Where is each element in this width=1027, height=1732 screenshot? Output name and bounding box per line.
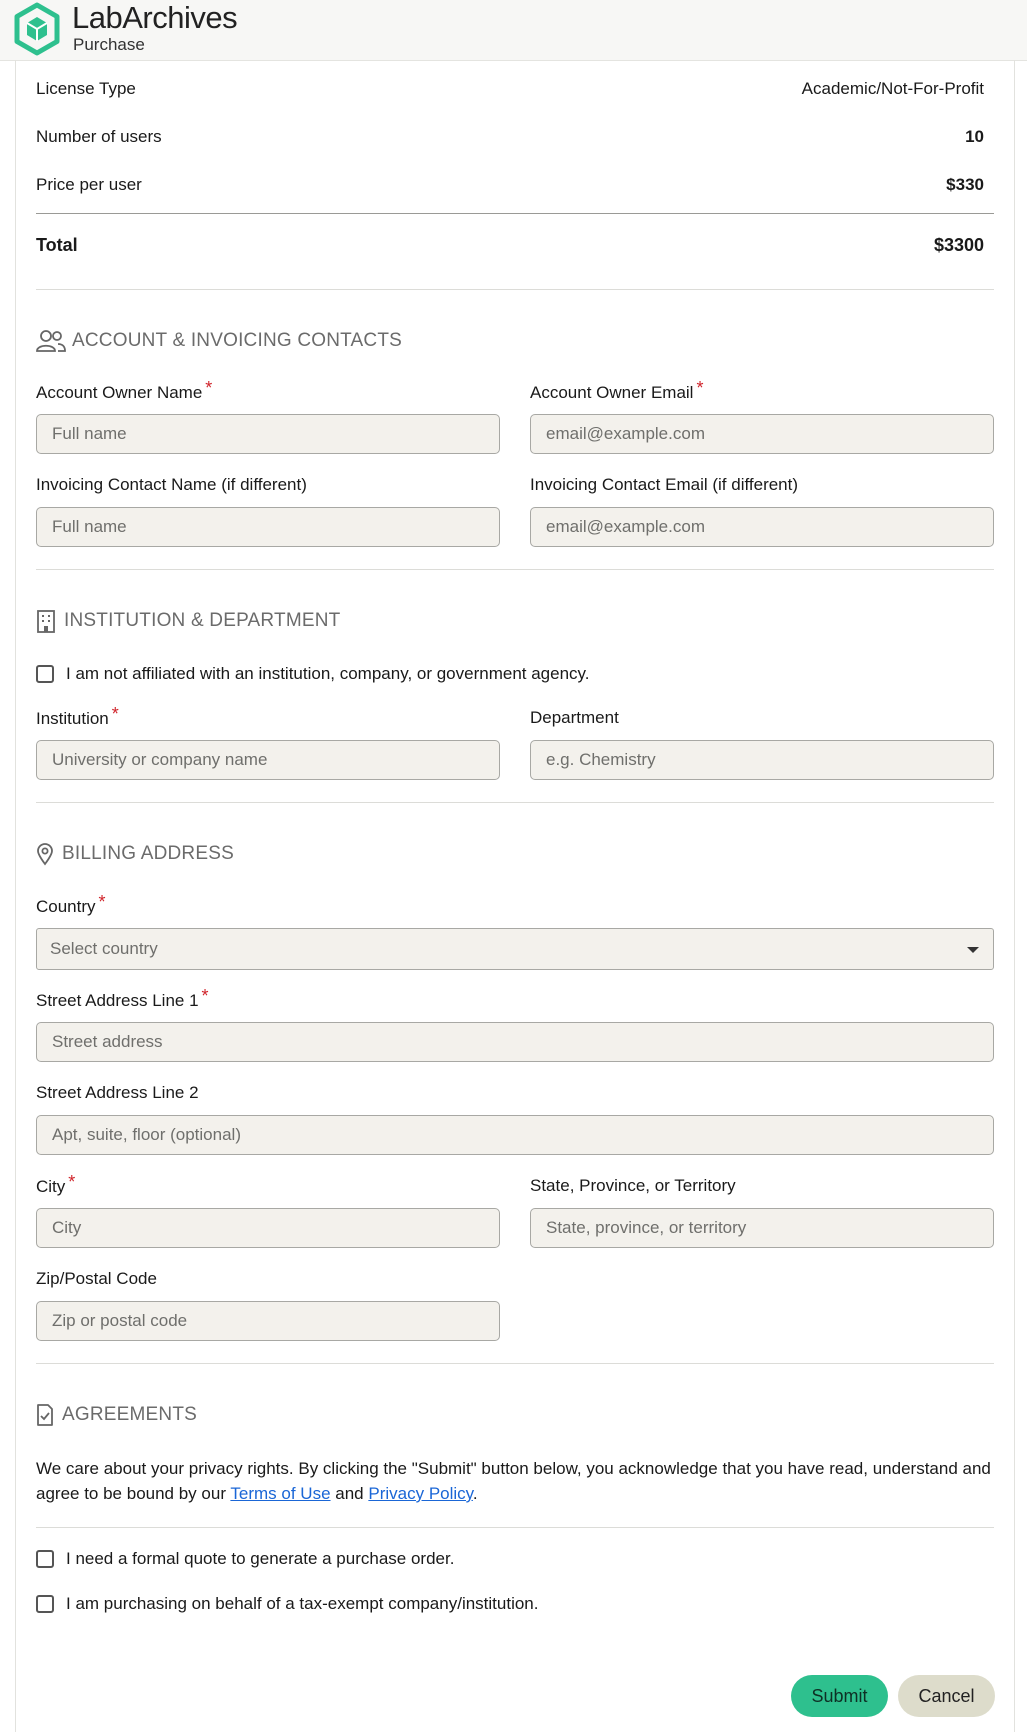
price-value: $330 bbox=[946, 175, 984, 194]
formal-quote-checkbox[interactable] bbox=[36, 1550, 54, 1568]
department-input[interactable] bbox=[530, 740, 994, 780]
section-divider bbox=[36, 802, 994, 803]
billing-section-title bbox=[36, 842, 234, 866]
chevron-down-icon bbox=[967, 947, 979, 953]
street2-label: Street Address Line 2 bbox=[36, 1083, 199, 1102]
cancel-button[interactable]: Cancel bbox=[898, 1675, 995, 1717]
not-affiliated-checkbox[interactable] bbox=[36, 665, 54, 683]
institution-label: Institution * bbox=[36, 704, 119, 728]
agreements-title: AGREEMENTS bbox=[62, 1404, 198, 1425]
state-label: State, Province, or Territory bbox=[530, 1176, 736, 1195]
country-select[interactable] bbox=[36, 928, 994, 970]
city-label: City * bbox=[36, 1172, 76, 1196]
street1-label: Street Address Line 1 * bbox=[36, 986, 209, 1010]
zip-label: Zip/Postal Code bbox=[36, 1269, 157, 1288]
total-label: Total bbox=[36, 235, 78, 255]
section-divider bbox=[36, 569, 994, 570]
license-type-value: Academic/Not-For-Profit bbox=[801, 79, 984, 98]
country-select-value: Select country bbox=[50, 939, 158, 958]
map-pin-icon bbox=[36, 842, 54, 866]
owner-name-label: Account Owner Name * bbox=[36, 378, 213, 402]
formal-quote-label: I need a formal quote to generate a purchase order. bbox=[66, 1549, 455, 1568]
contacts-section-title bbox=[36, 329, 402, 353]
tax-exempt-label: I am purchasing on behalf of a tax-exempt company/institution. bbox=[66, 1594, 539, 1613]
country-label: Country * bbox=[36, 892, 106, 916]
state-input[interactable] bbox=[530, 1208, 994, 1248]
institution-title: INSTITUTION & DEPARTMENT bbox=[64, 610, 341, 631]
section-divider bbox=[36, 1527, 994, 1528]
department-label: Department bbox=[530, 708, 619, 727]
city-input[interactable] bbox=[36, 1208, 500, 1248]
institution-section-title bbox=[36, 609, 340, 633]
invoice-email-input[interactable] bbox=[530, 507, 994, 547]
required-mark: * bbox=[68, 1172, 76, 1192]
street1-input[interactable] bbox=[36, 1022, 994, 1062]
app-header bbox=[0, 0, 1027, 61]
zip-input[interactable] bbox=[36, 1301, 500, 1341]
license-type-label: License Type bbox=[36, 79, 136, 98]
section-divider bbox=[36, 289, 994, 290]
invoice-email-label: Invoicing Contact Email (if different) bbox=[530, 475, 799, 494]
summary-divider bbox=[36, 213, 994, 214]
required-mark: * bbox=[205, 378, 213, 398]
tax-exempt-row[interactable] bbox=[36, 1594, 538, 1614]
agreements-section-title bbox=[36, 1403, 197, 1427]
tax-exempt-checkbox[interactable] bbox=[36, 1595, 54, 1613]
app-title: LabArchives bbox=[72, 0, 238, 35]
required-mark: * bbox=[111, 704, 119, 724]
owner-email-label: Account Owner Email * bbox=[530, 378, 704, 402]
app-subtitle: Purchase bbox=[73, 35, 145, 54]
institution-input[interactable] bbox=[36, 740, 500, 780]
price-label: Price per user bbox=[36, 175, 142, 194]
section-divider bbox=[36, 1363, 994, 1364]
users-value: 10 bbox=[965, 127, 984, 146]
required-mark: * bbox=[696, 378, 704, 398]
required-mark: * bbox=[98, 892, 106, 912]
people-icon bbox=[36, 329, 64, 353]
labarchives-logo-icon bbox=[13, 2, 61, 56]
billing-title: BILLING ADDRESS bbox=[62, 843, 234, 864]
submit-button[interactable]: Submit bbox=[791, 1675, 888, 1717]
contacts-title: ACCOUNT & INVOICING CONTACTS bbox=[72, 330, 403, 351]
street2-input[interactable] bbox=[36, 1115, 994, 1155]
privacy-policy-link[interactable]: Privacy Policy bbox=[368, 1484, 473, 1503]
privacy-paragraph: We care about your privacy rights. By clicking the "Submit" button below, you acknowledge that you have read, understand and agree to be bound by our Terms of Use and Privacy Policy. bbox=[36, 1459, 991, 1503]
not-affiliated-row[interactable] bbox=[36, 664, 590, 684]
document-check-icon bbox=[36, 1403, 54, 1427]
not-affiliated-label: I am not affiliated with an institution, company, or government agency. bbox=[66, 664, 590, 683]
invoice-name-label: Invoicing Contact Name (if different) bbox=[36, 475, 307, 494]
required-mark: * bbox=[201, 986, 209, 1006]
users-label: Number of users bbox=[36, 127, 162, 146]
owner-email-input[interactable] bbox=[530, 414, 994, 454]
owner-name-input[interactable] bbox=[36, 414, 500, 454]
terms-of-use-link[interactable]: Terms of Use bbox=[230, 1484, 331, 1503]
building-icon bbox=[36, 609, 56, 633]
formal-quote-row[interactable] bbox=[36, 1549, 454, 1569]
total-value: $3300 bbox=[933, 235, 984, 255]
invoice-name-input[interactable] bbox=[36, 507, 500, 547]
